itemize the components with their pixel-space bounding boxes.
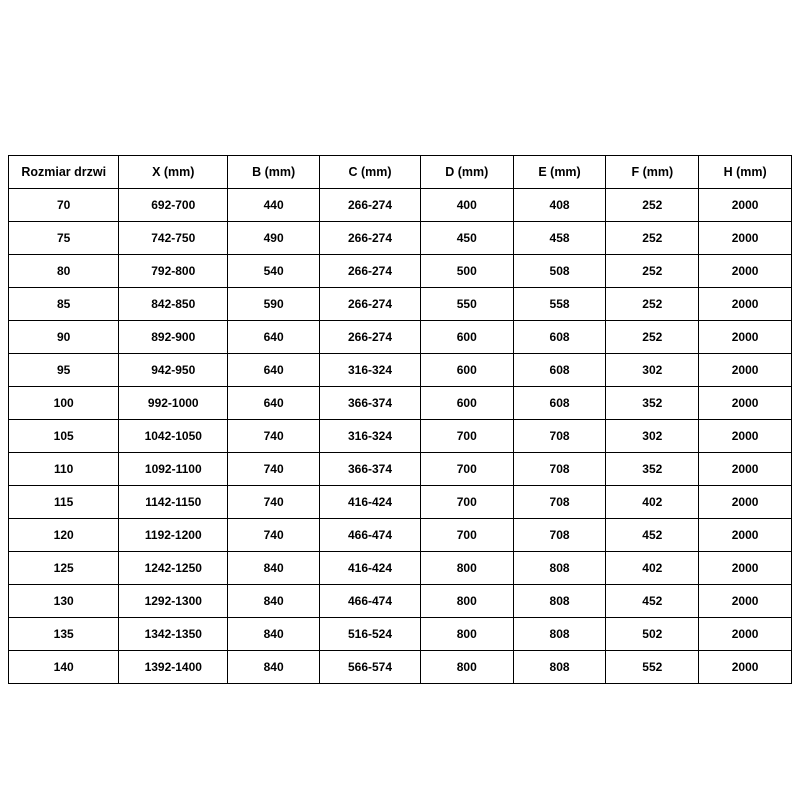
table-cell: 2000	[699, 288, 792, 321]
table-body	[9, 189, 792, 684]
table-cell: 266-274	[320, 189, 421, 222]
column-header: X (mm)	[119, 156, 228, 189]
table-cell: 302	[606, 420, 699, 453]
table-row	[9, 222, 792, 255]
table-cell: 892-900	[119, 321, 228, 354]
table-cell: 90	[9, 321, 119, 354]
table-cell: 700	[420, 519, 513, 552]
table-cell: 842-850	[119, 288, 228, 321]
table-cell: 640	[228, 321, 320, 354]
table-cell: 808	[513, 618, 606, 651]
table-cell: 70	[9, 189, 119, 222]
table-cell: 608	[513, 354, 606, 387]
table-cell: 1242-1250	[119, 552, 228, 585]
table-cell: 440	[228, 189, 320, 222]
table-cell: 500	[420, 255, 513, 288]
table-cell: 840	[228, 585, 320, 618]
table-cell: 740	[228, 519, 320, 552]
column-header: H (mm)	[699, 156, 792, 189]
table-cell: 366-374	[320, 387, 421, 420]
table-cell: 1092-1100	[119, 453, 228, 486]
table-cell: 366-374	[320, 453, 421, 486]
table-cell: 416-424	[320, 486, 421, 519]
table-cell: 400	[420, 189, 513, 222]
table-cell: 708	[513, 420, 606, 453]
table-cell: 600	[420, 387, 513, 420]
column-header: F (mm)	[606, 156, 699, 189]
table-cell: 266-274	[320, 222, 421, 255]
table-cell: 808	[513, 552, 606, 585]
table-cell: 130	[9, 585, 119, 618]
table-header-row	[9, 156, 792, 189]
table-cell: 2000	[699, 552, 792, 585]
table-cell: 600	[420, 321, 513, 354]
table-cell: 558	[513, 288, 606, 321]
table-cell: 740	[228, 486, 320, 519]
table-row	[9, 651, 792, 684]
table-cell: 100	[9, 387, 119, 420]
table-cell: 792-800	[119, 255, 228, 288]
table-cell: 115	[9, 486, 119, 519]
table-cell: 450	[420, 222, 513, 255]
table-cell: 700	[420, 486, 513, 519]
table-cell: 2000	[699, 354, 792, 387]
table-row	[9, 618, 792, 651]
table-cell: 740	[228, 420, 320, 453]
table-cell: 640	[228, 387, 320, 420]
table-cell: 302	[606, 354, 699, 387]
table-cell: 252	[606, 288, 699, 321]
table-row	[9, 585, 792, 618]
table-cell: 105	[9, 420, 119, 453]
table-cell: 740	[228, 453, 320, 486]
table-cell: 2000	[699, 255, 792, 288]
table-row	[9, 189, 792, 222]
table-cell: 590	[228, 288, 320, 321]
table-cell: 692-700	[119, 189, 228, 222]
table-row	[9, 288, 792, 321]
table-cell: 316-324	[320, 420, 421, 453]
table-cell: 110	[9, 453, 119, 486]
table-cell: 1192-1200	[119, 519, 228, 552]
table-cell: 742-750	[119, 222, 228, 255]
door-size-specification-table	[8, 155, 792, 684]
table-cell: 266-274	[320, 255, 421, 288]
table-cell: 800	[420, 585, 513, 618]
table-cell: 95	[9, 354, 119, 387]
table-cell: 700	[420, 453, 513, 486]
table-cell: 408	[513, 189, 606, 222]
table-cell: 316-324	[320, 354, 421, 387]
table-cell: 508	[513, 255, 606, 288]
table-cell: 708	[513, 486, 606, 519]
table-cell: 800	[420, 552, 513, 585]
table-cell: 266-274	[320, 288, 421, 321]
table-cell: 2000	[699, 453, 792, 486]
table-cell: 490	[228, 222, 320, 255]
table-cell: 466-474	[320, 585, 421, 618]
table-cell: 466-474	[320, 519, 421, 552]
table-cell: 552	[606, 651, 699, 684]
table-cell: 700	[420, 420, 513, 453]
table-cell: 1342-1350	[119, 618, 228, 651]
table-cell: 402	[606, 552, 699, 585]
table-cell: 600	[420, 354, 513, 387]
column-header: E (mm)	[513, 156, 606, 189]
table-cell: 516-524	[320, 618, 421, 651]
table-cell: 252	[606, 321, 699, 354]
table-cell: 2000	[699, 486, 792, 519]
table-cell: 80	[9, 255, 119, 288]
table-cell: 2000	[699, 189, 792, 222]
table-cell: 2000	[699, 585, 792, 618]
table-cell: 840	[228, 618, 320, 651]
column-header: B (mm)	[228, 156, 320, 189]
table-cell: 708	[513, 519, 606, 552]
table-cell: 1392-1400	[119, 651, 228, 684]
table-cell: 135	[9, 618, 119, 651]
table-cell: 800	[420, 651, 513, 684]
table-row	[9, 321, 792, 354]
table-cell: 608	[513, 321, 606, 354]
table-cell: 1042-1050	[119, 420, 228, 453]
table-cell: 352	[606, 387, 699, 420]
table-cell: 452	[606, 585, 699, 618]
table-cell: 352	[606, 453, 699, 486]
table-cell: 452	[606, 519, 699, 552]
table-row	[9, 255, 792, 288]
table-cell: 252	[606, 255, 699, 288]
table-cell: 402	[606, 486, 699, 519]
table-cell: 416-424	[320, 552, 421, 585]
table-cell: 640	[228, 354, 320, 387]
table-cell: 2000	[699, 651, 792, 684]
table-row	[9, 552, 792, 585]
table-cell: 840	[228, 552, 320, 585]
column-header: Rozmiar drzwi	[9, 156, 119, 189]
table-cell: 942-950	[119, 354, 228, 387]
specification-table-container	[8, 155, 792, 684]
table-cell: 252	[606, 222, 699, 255]
table-cell: 540	[228, 255, 320, 288]
table-cell: 140	[9, 651, 119, 684]
table-cell: 800	[420, 618, 513, 651]
table-cell: 252	[606, 189, 699, 222]
table-cell: 808	[513, 651, 606, 684]
table-cell: 2000	[699, 321, 792, 354]
table-row	[9, 387, 792, 420]
table-cell: 992-1000	[119, 387, 228, 420]
table-cell: 2000	[699, 387, 792, 420]
table-cell: 120	[9, 519, 119, 552]
table-cell: 125	[9, 552, 119, 585]
table-cell: 2000	[699, 420, 792, 453]
table-cell: 458	[513, 222, 606, 255]
table-cell: 608	[513, 387, 606, 420]
table-cell: 808	[513, 585, 606, 618]
table-row	[9, 420, 792, 453]
table-cell: 2000	[699, 222, 792, 255]
table-cell: 1292-1300	[119, 585, 228, 618]
table-cell: 266-274	[320, 321, 421, 354]
table-cell: 2000	[699, 519, 792, 552]
table-row	[9, 486, 792, 519]
table-cell: 502	[606, 618, 699, 651]
table-cell: 75	[9, 222, 119, 255]
table-cell: 1142-1150	[119, 486, 228, 519]
column-header: C (mm)	[320, 156, 421, 189]
table-row	[9, 354, 792, 387]
table-cell: 85	[9, 288, 119, 321]
table-cell: 840	[228, 651, 320, 684]
column-header: D (mm)	[420, 156, 513, 189]
table-cell: 708	[513, 453, 606, 486]
table-cell: 550	[420, 288, 513, 321]
table-row	[9, 519, 792, 552]
table-cell: 2000	[699, 618, 792, 651]
table-cell: 566-574	[320, 651, 421, 684]
table-row	[9, 453, 792, 486]
